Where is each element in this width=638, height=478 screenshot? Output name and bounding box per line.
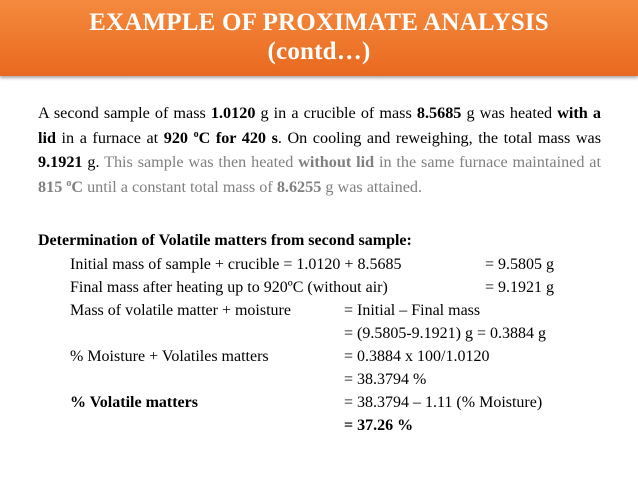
without-lid: without lid	[298, 153, 375, 172]
grey-text: in the same furnace maintained at	[374, 153, 601, 172]
row1-label: Initial mass of sample + crucible = 1.0120 + 8.5685	[70, 256, 402, 273]
row3-label: Mass of volatile matter + moisture	[70, 302, 291, 319]
row4-value: = (9.5805-9.1921) g = 0.3884 g	[344, 325, 547, 342]
text: . On cooling and reweighing, the total mass was	[277, 128, 601, 147]
temperature-1: 920 $^o$C for 420 s	[163, 128, 278, 147]
row6-value: = 38.3794 %	[344, 371, 427, 388]
crucible-mass: 8.5685	[416, 104, 462, 122]
row7-label: % Volatile matters	[70, 394, 198, 411]
text: g was heated	[461, 104, 558, 122]
text: in a furnace at	[56, 128, 164, 147]
row8-value: = 37.26 %	[344, 417, 414, 434]
with-lid: with a lid	[38, 104, 601, 147]
problem-statement	[38, 101, 601, 199]
row1-value: = 9.5805 g	[485, 256, 555, 273]
row2-label: Final mass after heating up to 920ºC (without air)	[70, 279, 388, 296]
total-mass-1: 9.1921	[38, 153, 83, 172]
row5-label: % Moisture + Volatiles matters	[70, 348, 269, 365]
slide-title-line-2: (contd…)	[267, 38, 371, 65]
text: g in a crucible of mass	[255, 104, 417, 122]
slide-title-line-1: EXAMPLE OF PROXIMATE ANALYSIS	[89, 9, 549, 36]
row2-value: = 9.1921 g	[485, 279, 555, 296]
grey-text: g was attained.	[321, 177, 423, 196]
sample-mass: 1.0120	[210, 104, 256, 122]
grey-text: until a constant total mass of	[83, 177, 277, 196]
determination-heading: Determination of Volatile matters from second sample:	[38, 232, 412, 249]
row7-value: = 38.3794 – 1.11 (% Moisture)	[344, 394, 543, 411]
title-banner	[0, 0, 638, 76]
text: A second sample of mass	[38, 104, 211, 122]
row3-value: = Initial – Final mass	[344, 302, 481, 319]
temperature-2: 815 $^o$C	[38, 177, 84, 196]
grey-text: This sample was then heated	[104, 153, 299, 172]
total-mass-2: 8.6255	[276, 177, 322, 196]
row5-value: = 0.3884 x 100/1.0120	[344, 348, 490, 365]
text: g.	[82, 153, 105, 172]
